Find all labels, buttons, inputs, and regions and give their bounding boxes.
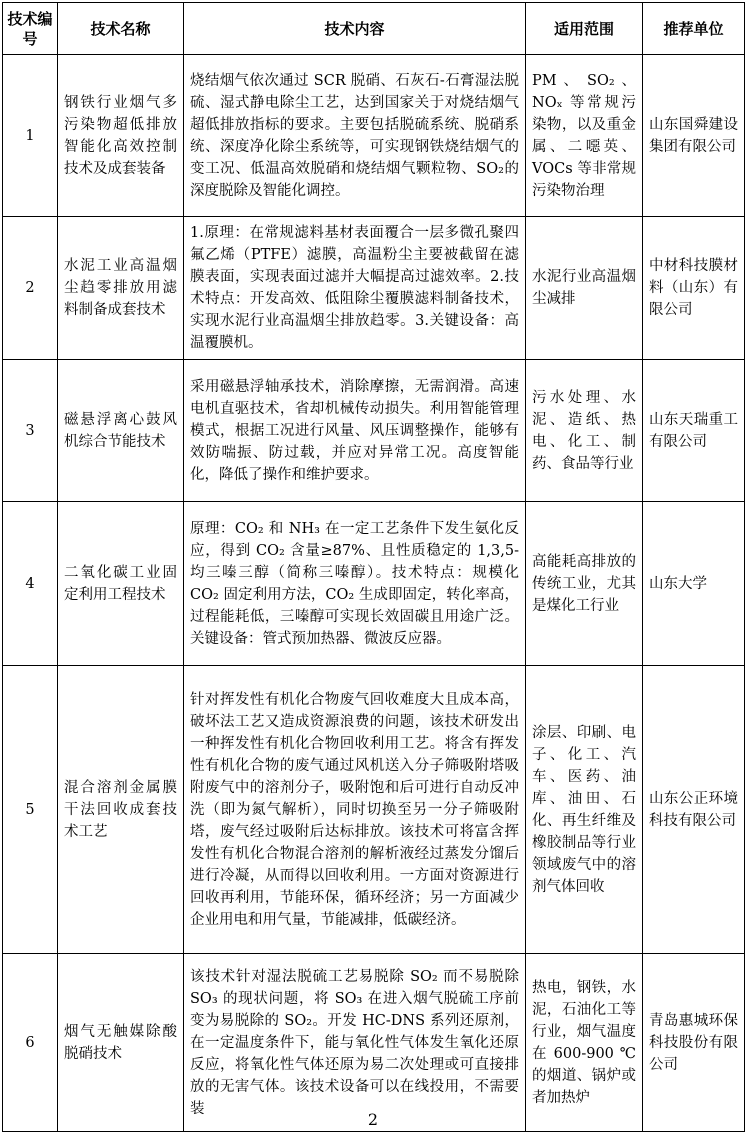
row-name: 烟气无触媒除酸脱硝技术 [58,954,184,1132]
row-scope: PM 、 SO₂ 、NOₓ 等常规污染物，以及重金属、二噁英、VOCs 等非常规污染物治理 [526,55,643,217]
row-content: 采用磁悬浮轴承技术，消除摩擦，无需润滑。高速电机直驱技术，省却机械传动损失。利用智能管理模式，根据工况进行风量、风压调整操作，能够有效防喘振、防过载，并应对异常工况。高度智能化，降低了操作和维护要求。 [184,360,526,502]
row-unit: 山东天瑞重工有限公司 [643,360,745,502]
row-content: 针对挥发性有机化合物废气回收难度大且成本高，破坏法工艺又造成资源浪费的问题，该技术研发出一种挥发性有机化合物回收利用工艺。将含有挥发性有机化合物的废气通过风机送入分子筛吸附塔吸附废气中的溶剂分子，吸附饱和后可进行自动反冲洗（即为氮气解析），同时切换至另一分子筛吸附塔，废气经过吸附后达标排放。该技术可将富含挥发性有机化合物混合溶剂的解析液经过蒸发分馏后进行冷凝，从而得以回收利用。一方面对资源进行回收再利用，节能环保，循环经济；另一方面减少企业用电和用气量，节能减排，低碳经济。 [184,666,526,954]
row-name: 磁悬浮离心鼓风机综合节能技术 [58,360,184,502]
row-content: 1.原理：在常规滤料基材表面覆合一层多微孔聚四氟乙烯（PTFE）滤膜，高温粉尘主要被截留在滤膜表面，实现表面过滤并大幅提高过滤效率。2.技术特点：开发高效、低阻除尘覆膜滤料制备技术，实现水泥行业高温烟尘排放趋零。3.关键设备：高温覆膜机。 [184,217,526,360]
table-row [3,954,745,1132]
row-name: 混合溶剂金属膜干法回收成套技术工艺 [58,666,184,954]
header-content: 技术内容 [184,3,526,55]
row-scope: 涂层、印刷、电子、化工、汽车、医药、油库、油田、石化、再生纤维及橡胶制品等行业领域废气中的溶剂气体回收 [526,666,643,954]
row-content: 烧结烟气依次通过 SCR 脱硝、石灰石-石膏湿法脱硫、湿式静电除尘工艺，达到国家关于对烧结烟气超低排放指标的要求。主要包括脱硫系统、脱硝系统、深度净化除尘系统等，可实现钢铁烧结烟气的变工况、低温高效脱硝和烧结烟气颗粒物、SO₂的深度脱除及智能化调控。 [184,55,526,217]
table-header-row [3,3,745,55]
row-id: 6 [3,954,58,1132]
table-row [3,502,745,666]
row-scope: 污水处理、水泥、造纸、热电、化工、制药、食品等行业 [526,360,643,502]
row-name: 二氧化碳工业固定利用工程技术 [58,502,184,666]
row-id: 1 [3,55,58,217]
row-unit: 中材科技膜材料（山东）有限公司 [643,217,745,360]
row-id: 3 [3,360,58,502]
header-unit: 推荐单位 [643,3,745,55]
row-scope: 高能耗高排放的传统工业，尤其是煤化工行业 [526,502,643,666]
row-name: 钢铁行业烟气多污染物超低排放智能化高效控制技术及成套装备 [58,55,184,217]
header-name: 技术名称 [58,3,184,55]
header-id: 技术编号 [3,3,58,55]
row-id: 2 [3,217,58,360]
row-id: 5 [3,666,58,954]
row-unit: 山东国舜建设集团有限公司 [643,55,745,217]
row-unit: 青岛惠城环保科技股份有限公司 [643,954,745,1132]
row-scope: 热电，钢铁，水泥，石油化工等行业，烟气温度在 600-900 ℃的烟道、锅炉或者加热炉 [526,954,643,1132]
technology-table [2,2,745,1132]
table-row [3,360,745,502]
row-id: 4 [3,502,58,666]
row-content: 原理：CO₂ 和 NH₃ 在一定工艺条件下发生氨化反应，得到 CO₂ 含量≥87%、且性质稳定的 1,3,5-均三嗪三醇（简称三嗪醇）。技术特点：规模化 CO₂ 固定利用方法，CO₂ 生成即固定，转化率高，过程能耗低，三嗪醇可实现长效固碳且用途广泛。关键设备：管式预加热器、微波反应器。 [184,502,526,666]
table-row [3,666,745,954]
row-unit: 山东公正环境科技有限公司 [643,666,745,954]
row-unit: 山东大学 [643,502,745,666]
table-row [3,217,745,360]
table-row [3,55,745,217]
row-content: 该技术针对湿法脱硫工艺易脱除 SO₂ 而不易脱除 SO₃ 的现状问题，将 SO₃ 在进入烟气脱硫工序前变为易脱除的 SO₂。开发 HC-DNS 系列还原剂，在一定温度条件下，能与氧化性气体发生氧化还原反应，将氧化性气体还原为易二次处理或可直接排放的无害气体。该技术设备可以在线投用，不需要装 [184,954,526,1132]
row-name: 水泥工业高温烟尘趋零排放用滤料制备成套技术 [58,217,184,360]
row-scope: 水泥行业高温烟尘减排 [526,217,643,360]
header-scope: 适用范围 [526,3,643,55]
page-number: 2 [367,1110,379,1129]
